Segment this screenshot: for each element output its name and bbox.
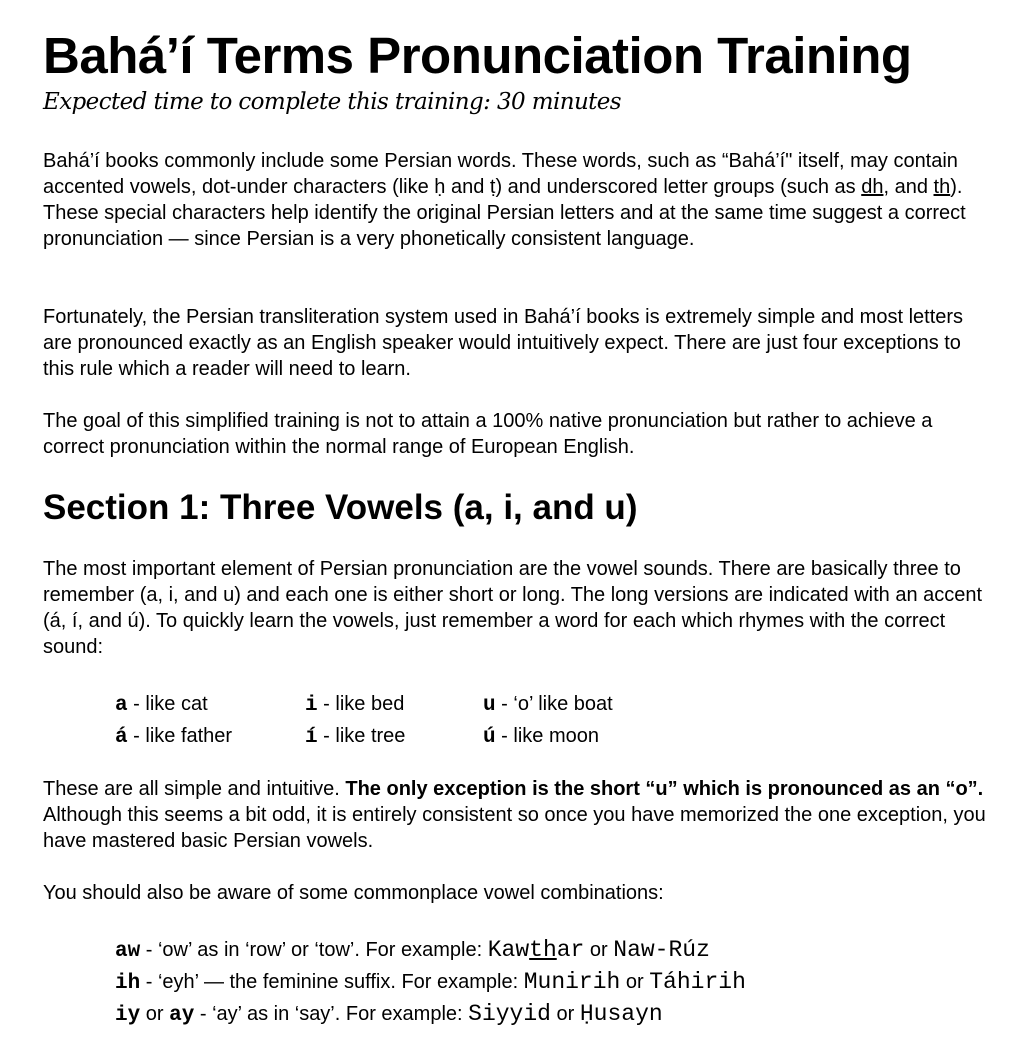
section-1-paragraph-1: The most important element of Persian pronunciation are the vowel sounds. There are basically three to remember (a, i, and u) and each one is either short or long. The long versions are indicated with an accent (á, í, and ú). To quickly learn the vowels, just remember a word for each which rhymes with the correct sound:: [43, 558, 983, 658]
example-word-siyyid: Siyyid: [468, 1001, 551, 1027]
intro-paragraph-2: Fortunately, the Persian transliteration system used in Bahá’í books is extremely simple and most letters are pronounced exactly as an English speaker would intuitively expect. There are just four exceptions to this rule which a reader will need to learn.: [43, 306, 964, 380]
section-1-paragraph-3: You should also be aware of some commonplace vowel combinations:: [43, 882, 664, 904]
vowel-desc: - like cat: [127, 693, 208, 715]
page-title: Bahá’í Terms Pronunciation Training: [43, 27, 912, 84]
vowel-letter: í: [305, 726, 318, 749]
combo-aw: [115, 934, 710, 966]
word-underscored-part: th: [529, 937, 557, 963]
underscored-dh: dh: [861, 176, 884, 198]
section-1-paragraph-2: [43, 776, 988, 854]
vowel-desc: - like tree: [317, 725, 406, 747]
combo-desc: - ‘ow’ as in ‘row’ or ‘tow’. For example:: [140, 939, 488, 961]
vowel-u: [483, 690, 613, 718]
vowel-u-long: [483, 722, 599, 750]
vowel-i-long: [305, 722, 405, 750]
combo-desc: - ‘eyh’ — the feminine suffix. For example:: [140, 971, 524, 993]
vowel-letter: ú: [483, 726, 496, 749]
vowel-a-long: [115, 722, 232, 750]
p2-plain: These are all simple and intuitive.: [43, 778, 346, 800]
combo-key: ay: [169, 1004, 195, 1027]
vowel-desc: - like moon: [495, 725, 599, 747]
vowel-letter: u: [483, 694, 496, 717]
vowel-letter: i: [305, 694, 318, 717]
intro-paragraph-3: The goal of this simplified training is not to attain a 100% native pronunciation but rather to achieve a correct pronunciation within the normal range of European English.: [43, 410, 933, 458]
example-word-munirih: Munirih: [523, 969, 621, 995]
combo-ih: [115, 966, 746, 998]
word-part: ar: [556, 937, 585, 963]
combo-or: or: [584, 939, 614, 961]
intro-p1-text-b: , and: [883, 176, 934, 198]
vowel-a: [115, 690, 208, 718]
example-word-kawthar: [488, 937, 585, 963]
example-word-naw-ruz: Naw-Rúz: [613, 937, 710, 963]
p2-bold: The only exception is the short “u” which is pronounced as an “o”.: [345, 778, 984, 800]
combo-key: aw: [115, 940, 141, 963]
combo-or: or: [140, 1003, 170, 1025]
vowel-desc: - like bed: [317, 693, 405, 715]
word-part: Kaw: [487, 937, 530, 963]
combo-desc: - ‘ay’ as in ‘say’. For example:: [194, 1003, 469, 1025]
combo-or: or: [550, 1003, 580, 1025]
combo-iy-ay: [115, 998, 663, 1030]
page-subtitle: Expected time to complete this training: 30 minutes: [43, 89, 622, 115]
vowel-desc: - ‘o’ like boat: [495, 693, 613, 715]
vowel-letter: a: [115, 694, 128, 717]
section-1-heading: Section 1: Three Vowels (a, i, and u): [43, 488, 638, 527]
vowel-desc: - like father: [127, 725, 233, 747]
vowel-i: [305, 690, 404, 718]
example-word-tahirih: Táhirih: [649, 969, 746, 995]
intro-p1-text-c: ). These special characters help identify the original Persian letters and at the same time suggest a correct pronunciation — since Persian is a very phonetically consistent language.: [43, 176, 966, 250]
combo-key: iy: [115, 1004, 141, 1027]
vowel-letter: á: [115, 726, 128, 749]
intro-p1-text-a: Bahá’í books commonly include some Persian words. These words, such as “Bahá’í" itself, may contain accented vowels, dot-under characters (like ḥ and ṭ) and underscored letter groups (such as: [43, 150, 958, 198]
example-word-husayn: Ḥusayn: [579, 1001, 663, 1027]
combo-key: ih: [115, 972, 141, 995]
underscored-th: th: [933, 176, 951, 198]
p2-rest: Although this seems a bit odd, it is entirely consistent so once you have memorized the one exception, you have mastered basic Persian vowels.: [43, 804, 986, 852]
combo-or: or: [620, 971, 650, 993]
intro-paragraph-1: [43, 148, 988, 252]
